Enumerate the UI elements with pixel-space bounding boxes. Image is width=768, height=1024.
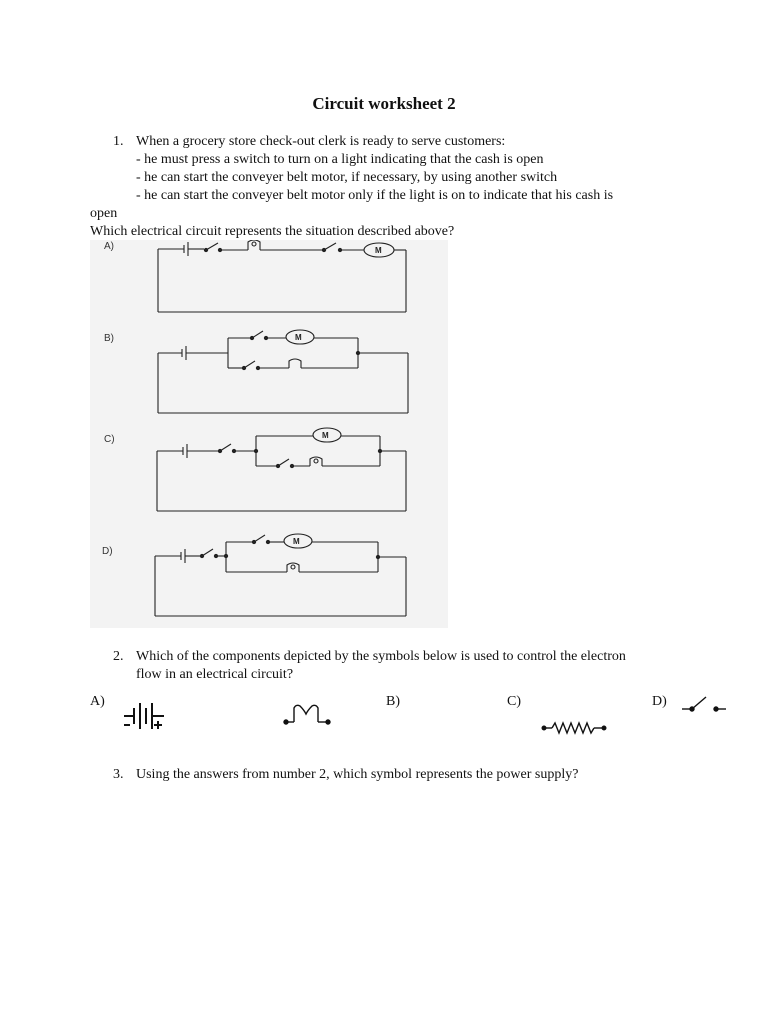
motor-d-label: M	[293, 537, 300, 546]
motor-c-label: M	[322, 431, 329, 440]
q2-number: 2.	[113, 649, 124, 664]
motor-b-label: M	[295, 333, 302, 342]
page-title: Circuit worksheet 2	[312, 94, 456, 113]
q2-option-b-label: B)	[386, 694, 400, 709]
q1-wrap: open	[90, 206, 118, 221]
q2-line-1: Which of the components depicted by the symbols below is used to control the electron	[136, 649, 626, 664]
circuit-d	[155, 534, 406, 616]
option-b-label: B)	[104, 333, 114, 344]
lamp-icon	[280, 700, 336, 728]
q2-option-d-label: D)	[652, 694, 667, 709]
q2-line-2: flow in an electrical circuit?	[136, 667, 294, 682]
circuit-options-figure	[90, 240, 448, 628]
option-d-label: D)	[102, 546, 113, 557]
battery-icon	[120, 700, 168, 732]
q1-question: Which electrical circuit represents the situation described above?	[90, 224, 455, 239]
q1-bullet-3: - he can start the conveyer belt motor only if the light is on to indicate that his cash is	[136, 188, 614, 203]
circuit-a	[158, 240, 406, 312]
q1-stem: When a grocery store check-out clerk is ready to serve customers:	[136, 134, 506, 149]
resistor-icon	[540, 720, 608, 736]
q1-number: 1.	[113, 134, 124, 149]
q1-bullet-1: - he must press a switch to turn on a light indicating that the cash is open	[136, 152, 544, 167]
q3-number: 3.	[113, 767, 124, 782]
option-a-label: A)	[104, 241, 114, 252]
circuit-c	[157, 428, 406, 511]
circuit-b	[158, 330, 408, 413]
q2-option-c-label: C)	[507, 694, 521, 709]
switch-icon	[680, 694, 736, 714]
option-c-label: C)	[104, 434, 115, 445]
q1-bullet-2: - he can start the conveyer belt motor, if necessary, by using another switch	[136, 170, 558, 185]
q3-text: Using the answers from number 2, which symbol represents the power supply?	[136, 767, 579, 782]
q2-option-a-label: A)	[90, 694, 105, 709]
motor-a-label: M	[375, 246, 382, 255]
